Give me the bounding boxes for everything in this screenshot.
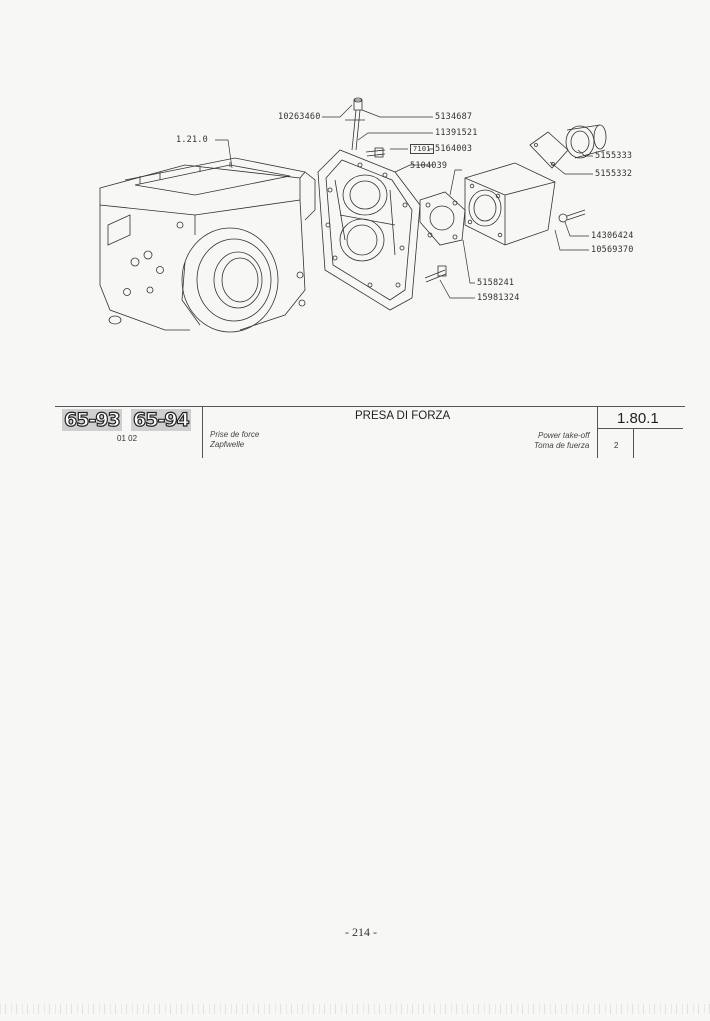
- pto-cover-plate-drawing: [318, 150, 420, 310]
- part-label-5158241: 5158241: [477, 278, 515, 288]
- part-label-5155332: 5155332: [595, 169, 633, 179]
- pto-shaft-drawing: [530, 125, 606, 168]
- page-number: - 214 -: [345, 925, 377, 939]
- part-label-14306424: 14306424: [591, 231, 634, 241]
- gearbox-housing-drawing: [100, 158, 315, 332]
- screw-5164003-drawing: [366, 148, 385, 157]
- section-title-english: Power take-off: [538, 431, 590, 440]
- part-label-11391521: 11391521: [435, 128, 478, 138]
- part-label-5164003: 5164003: [435, 144, 473, 154]
- section-title-german: Zapfwelle: [210, 440, 245, 449]
- header-top-rule: [55, 406, 685, 407]
- part-label-5155333: 5155333: [595, 151, 633, 161]
- section-title-french: Prise de force: [210, 430, 260, 439]
- part-label-5134687: 5134687: [435, 112, 473, 122]
- section-ref-label-1-21-0: 1.21.0: [176, 135, 208, 145]
- model-badge-2: 65-94: [133, 409, 189, 431]
- header-divider-left: [202, 406, 203, 458]
- model-badge-1: 65-93: [64, 409, 120, 431]
- reference-box-7101: 7101: [410, 144, 434, 154]
- revision-date: 01 02: [117, 434, 138, 443]
- part-label-15981324: 15981324: [477, 293, 520, 303]
- pto-housing-drawing: [465, 163, 555, 245]
- gasket-drawing: [420, 192, 465, 245]
- leader-lines: [215, 105, 593, 298]
- part-label-10569370: 10569370: [591, 245, 634, 255]
- screw-5158241-drawing: [425, 266, 446, 282]
- screw-14306424-drawing: [559, 210, 585, 222]
- breather-bolt-drawing: [345, 98, 365, 150]
- scan-edge-artifact: [0, 1004, 710, 1014]
- part-label-5104039: 5104039: [410, 161, 448, 171]
- part-label-10263460: 10263460: [278, 112, 321, 122]
- section-title-spanish: Toma de fuerza: [534, 441, 590, 450]
- section-reference-number: 1.80.1: [617, 410, 659, 427]
- sheet-number: 2: [614, 441, 619, 450]
- header-sheet-divider: [633, 428, 634, 458]
- header-divider-right: [597, 406, 598, 458]
- section-title-italian: PRESA DI FORZA: [355, 410, 451, 422]
- exploded-parts-diagram: [0, 0, 710, 400]
- header-ref-rule: [597, 428, 683, 429]
